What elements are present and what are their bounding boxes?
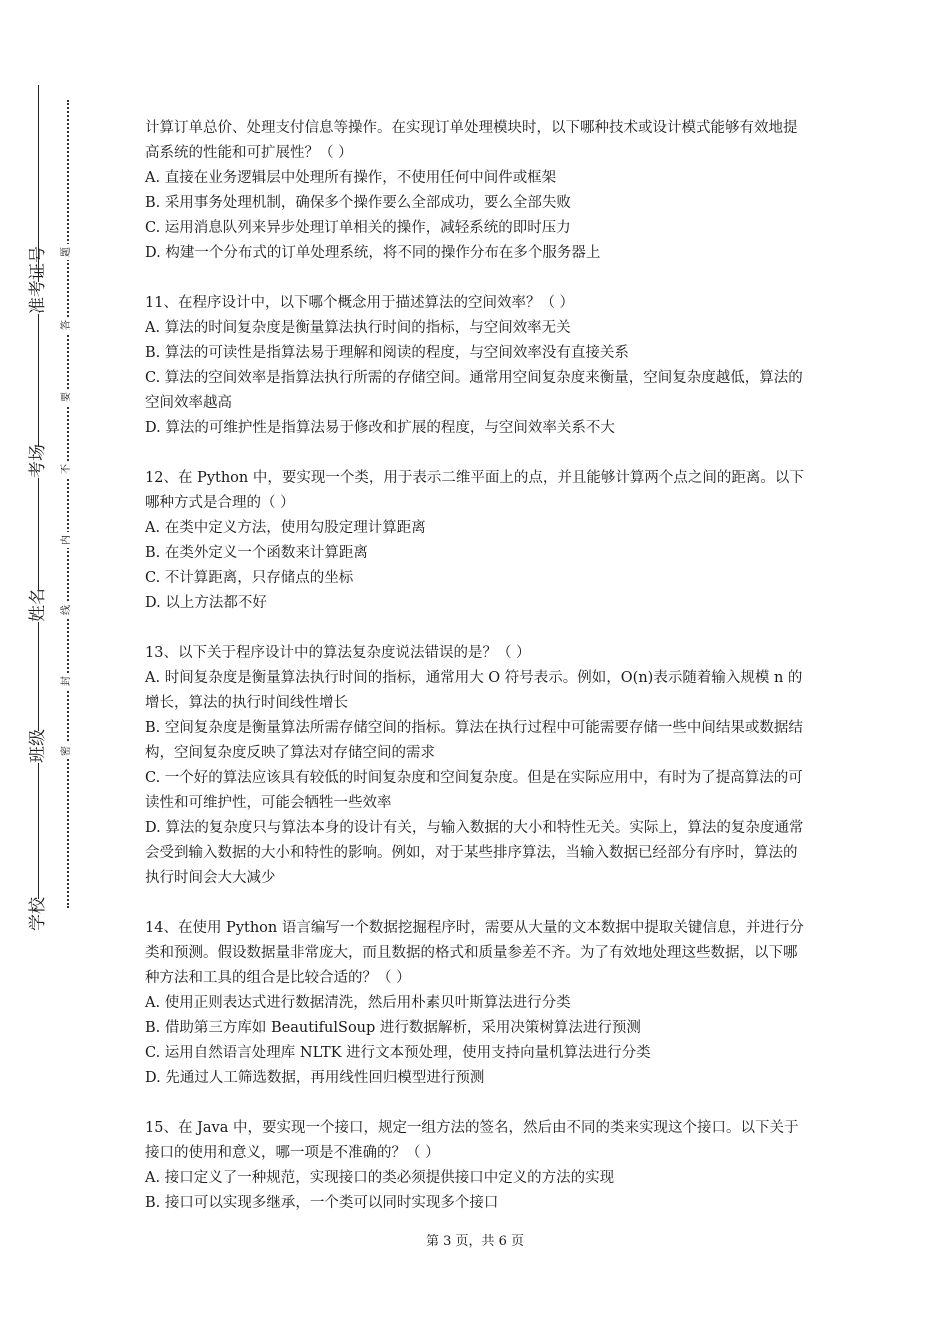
question-block: [145, 916, 810, 1091]
exam-room-label: 考场: [28, 444, 48, 478]
binding-margin: [0, 0, 110, 1344]
option-d: D. 先通过人工筛选数据，再用线性回归模型进行预测: [145, 1070, 485, 1086]
exam-number-label: 准考证号: [28, 246, 48, 314]
class-label: 班级: [28, 729, 48, 763]
seal-char: 内: [60, 532, 74, 548]
option-c: C. 不计算距离，只存储点的坐标: [145, 570, 354, 586]
seal-char: 线: [60, 602, 74, 618]
seal-char: 要: [60, 389, 74, 405]
exam-content: [145, 116, 810, 1241]
option-c: C. 运用自然语言处理库 NLTK 进行文本预处理，使用支持向量机算法进行分类: [145, 1045, 651, 1061]
option-b: B. 空间复杂度是衡量算法所需存储空间的指标。算法在执行过程中可能需要存储一些中间结果或数据结构，空间复杂度反映了算法对存储空间的需求: [145, 720, 803, 761]
seal-char: 不: [60, 461, 74, 477]
page-footer: 第 3 页，共 6 页: [425, 1234, 525, 1249]
option-b: B. 接口可以实现多继承，一个类可以同时实现多个接口: [145, 1195, 499, 1211]
option-d: D. 构建一个分布式的订单处理系统，将不同的操作分布在多个服务器上: [145, 245, 601, 261]
question-stem: 13、以下关于程序设计中的算法复杂度说法错误的是？（ ）: [145, 645, 531, 661]
option-d: D. 算法的复杂度只与算法本身的设计有关，与输入数据的大小和特性无关。实际上，算法的复杂度通常会受到输入数据的大小和特性的影响。例如，对于某些排序算法，当输入数据已经部分有序时，算法的执行时间会大大减少: [145, 820, 804, 886]
school-label: 学校: [28, 897, 48, 931]
option-c: C. 一个好的算法应该具有较低的时间复杂度和空间复杂度。但是在实际应用中，有时为了提高算法的可读性和可维护性，可能会牺牲一些效率: [145, 770, 803, 811]
seal-char: 题: [60, 244, 74, 260]
question-stem: 15、在 Java 中，要实现一个接口，规定一组方法的签名，然后由不同的类来实现这个接口。以下关于接口的使用和意义，哪一项是不准确的？（ ）: [145, 1120, 799, 1161]
seal-dotted-line: [67, 100, 69, 908]
seal-char: 密: [60, 743, 74, 759]
option-b: B. 借助第三方库如 BeautifulSoup 进行数据解析，采用决策树算法进行预测: [145, 1020, 641, 1036]
question-stem: 12、在 Python 中，要实现一个类，用于表示二维平面上的点，并且能够计算两个点之间的距离。以下哪种方式是合理的（ ）: [145, 470, 804, 511]
binding-solid-line: [38, 85, 39, 930]
option-d: D. 算法的可维护性是指算法易于修改和扩展的程度，与空间效率关系不大: [145, 420, 615, 436]
question-block: [145, 291, 810, 441]
option-a: A. 算法的时间复杂度是衡量算法执行时间的指标，与空间效率无关: [145, 320, 571, 336]
option-a: A. 使用正则表达式进行数据清洗，然后用朴素贝叶斯算法进行分类: [145, 995, 571, 1011]
question-stem: 计算订单总价、处理支付信息等操作。在实现订单处理模块时，以下哪种技术或设计模式能够有效地提高系统的性能和可扩展性？（ ）: [145, 120, 798, 161]
question-block: [145, 641, 810, 891]
name-label: 姓名: [28, 588, 48, 622]
option-c: C. 运用消息队列来异步处理订单相关的操作，减轻系统的即时压力: [145, 220, 571, 236]
question-block: [145, 466, 810, 616]
option-a: A. 接口定义了一种规范，实现接口的类必须提供接口中定义的方法的实现: [145, 1170, 615, 1186]
option-b: B. 采用事务处理机制，确保多个操作要么全部成功，要么全部失败: [145, 195, 571, 211]
seal-char: 答: [60, 317, 74, 333]
question-block: [145, 116, 810, 266]
question-stem: 14、在使用 Python 语言编写一个数据挖掘程序时，需要从大量的文本数据中提取关键信息，并进行分类和预测。假设数据量非常庞大，而且数据的格式和质量参差不齐。为了有效地处理这些数据，以下哪种方法和工具的组合是比较合适的？（ ）: [145, 920, 804, 986]
option-c: C. 算法的空间效率是指算法执行所需的存储空间。通常用空间复杂度来衡量，空间复杂度越低，算法的空间效率越高: [145, 370, 803, 411]
option-a: A. 直接在业务逻辑层中处理所有操作，不使用任何中间件或框架: [145, 170, 557, 186]
option-a: A. 在类中定义方法，使用勾股定理计算距离: [145, 520, 426, 536]
option-b: B. 算法的可读性是指算法易于理解和阅读的程度，与空间效率没有直接关系: [145, 345, 629, 361]
seal-char: 封: [60, 673, 74, 689]
option-b: B. 在类外定义一个函数来计算距离: [145, 545, 368, 561]
question-block: [145, 1116, 810, 1216]
question-stem: 11、在程序设计中，以下哪个概念用于描述算法的空间效率？（ ）: [145, 295, 575, 311]
option-a: A. 时间复杂度是衡量算法执行时间的指标，通常用大 O 符号表示。例如，O(n)表示随着输入规模 n 的增长，算法的执行时间线性增长: [145, 670, 803, 711]
option-d: D. 以上方法都不好: [145, 595, 267, 611]
